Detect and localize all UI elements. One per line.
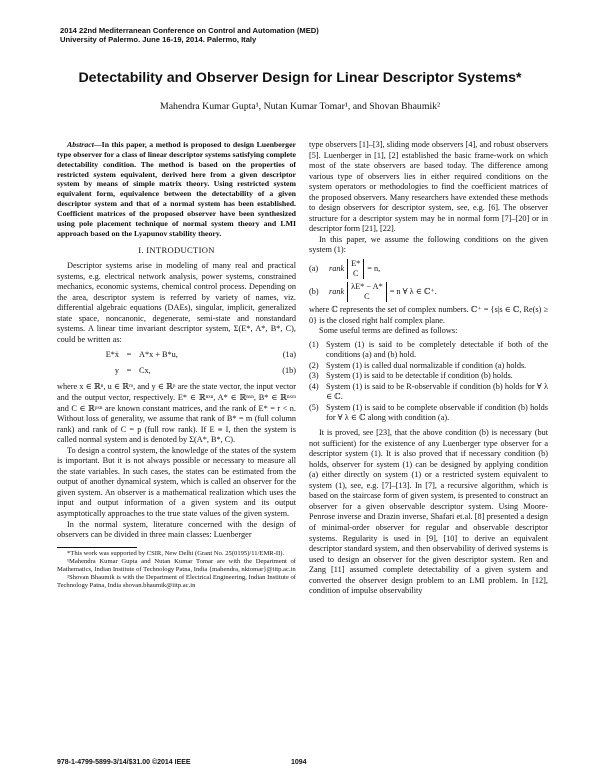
equation-rhs: Cx,	[139, 365, 151, 375]
equation-tag: (1a)	[282, 350, 296, 360]
equation-relation: =	[126, 350, 132, 360]
body-paragraph-4: Some useful terms are defined as follows:	[319, 326, 458, 336]
footnotes	[57, 550, 296, 590]
footer-isbn: 978-1-4799-5899-3/14/$31.00 ©2014 IEEE	[57, 759, 191, 766]
list-text: System (1) is said to be R-observable if condition (b) holds for ∀ λ ∈ ℂ.	[326, 381, 548, 402]
list-text: System (1) is said to be detectable if condition (b) holds.	[326, 371, 513, 381]
intro-paragraph-4: In the normal system, literature concerned with the design of observers can be divided in three main classes: Luenberger	[57, 519, 296, 540]
list-text: System (1) is called dual normalizable if condition (a) holds.	[326, 360, 527, 370]
footnote-rule	[57, 547, 137, 548]
conference-header	[60, 26, 540, 44]
list-item	[309, 382, 548, 403]
footnote-affiliation-1: ¹Mahendra Kumar Gupta and Nutan Kumar Tomar are with the Department of Mathematics, Indian Institute of Technology Patna, India {mahendra, nktomar}@iitp.ac.in	[57, 557, 296, 573]
condition-rhs: = n,	[367, 263, 381, 273]
section-heading-introduction: I. INTRODUCTION	[138, 245, 215, 256]
abstract-text: In this paper, a method is proposed to design Luenberger type observer for a class of linear descriptor systems satisfying complete detectability condition. The method is based on the properties of restricted system equivalent, derived here from a given descriptor system by means of simple matrix theory. Using restricted system equivalent form, equivalence between the detectability of a given descriptor system and that of a normal system has been established. Coefficient matrices of the proposed observer have been synthesized using pole placement technique of normal system theory and LMI approach based on the Lyapunov stability theory.	[57, 140, 296, 238]
intro-paragraph-3: To design a control system, the knowledge of the states of the system is important. But it is not always possible or necessary to measure all the state variables. In such cases, the states can be estimated from the output of another dynamical system, which is called an observer for the given system. An observer is a mathematical realization which uses the input and output information of a given system and its output asymptotically approaches to the true state values of the given system.	[57, 445, 296, 519]
body-paragraph-3: where ℂ represents the set of complex numbers. ℂ⁺ = {s|s ∈ ℂ, Re(s) ≥ 0} is the closed right half complex plane.	[309, 305, 548, 325]
matrix	[347, 259, 364, 279]
rank-operator: rank	[329, 263, 345, 273]
definition-list	[309, 340, 548, 424]
author-list: Mahendra Kumar Gupta¹, Nutan Kumar Tomar¹, and Shovan Bhaumik²	[159, 101, 441, 112]
matrix-bottom: C	[352, 269, 359, 279]
abstract-label: Abstract—	[67, 140, 102, 149]
footnote-affiliation-2: ²Shovan Bhaumik is with the Department of Electrical Engineering, Indian Institute of Technology Patna, India shovan.bhaumik@iitp.ac.in	[57, 573, 296, 590]
list-number: (2)	[309, 360, 319, 370]
body-paragraph-5: It is proved, see [23], that the above condition (b) is necessary (but not sufficient) for the existence of any Luenberger type observer for a descriptor system (1). It is also proved that if necessary condition (b) holds, observer for system (1) can be designed by applying condition (a) either directly on system (1) or a restricted system equivalent to system (1), see, e.g. [7]–[13]. In [7], a recursive algorithm, which is based on the staircase form of given system, is presented to construct an observer for a given observable descriptor system. Using Moore-Penrose inverse and Drazin inverse, Shafari et.al. [8] presented a design of minimal-order observer for regular and observable descriptor systems. Regularity is used in [9], [10] to derive an equivalent descriptor standard system, and then observability of derived systems is used to design an observer for the given descriptor system. Ren and Zang [11] assumed complete detectability of a given system and converted the observer design problem to an LMI problem. In [12], condition of impulse observability	[309, 428, 548, 596]
matrix-top: λE* − A*	[351, 282, 383, 292]
list-item	[309, 340, 548, 361]
condition-label: (b)	[309, 286, 319, 296]
matrix-bottom: C	[364, 292, 370, 302]
equation-relation: =	[126, 365, 132, 375]
right-column	[309, 140, 548, 597]
list-item	[309, 403, 548, 424]
list-number: (1)	[309, 339, 319, 349]
list-number: (3)	[309, 371, 319, 381]
intro-paragraph-1: Descriptor systems arise in modeling of many real and practical systems, e.g. electrical network analysis, power systems, constrained mechanics, economic systems, chemical control process. Depending on the area, descriptor system is referred by variety of names, viz. differential algebraic equations (DAEs), singular, implicit, generalized state space, noncanonic, degenerate, semi-state and nonstandard systems. A linear time invariant descriptor system, Σ(E*, A*, B*, C), could be written as:	[57, 260, 296, 344]
list-item	[309, 371, 548, 382]
left-column	[57, 140, 296, 590]
list-number: (4)	[309, 381, 319, 391]
equation-1b	[57, 366, 296, 377]
equation-rhs: A*x + B*u,	[139, 350, 178, 360]
condition-label: (a)	[309, 263, 319, 273]
conference-name: 2014 22nd Mediterranean Conference on Control and Automation (MED)	[60, 26, 319, 35]
list-text: System (1) is said to be complete observable if condition (b) holds for ∀ λ ∈ ℂ along with condition (a).	[326, 402, 548, 423]
condition-a	[309, 259, 548, 279]
intro-paragraph-2: where x ∈ ℝⁿ, u ∈ ℝᵐ, and y ∈ ℝᵖ are the state vector, the input vector and the output vector, respectively. E* ∈ ℝⁿˣⁿ, A* ∈ ℝⁿˣⁿ, B* ∈ ℝⁿˣᵐ and C ∈ ℝᵖˣⁿ are known constant matrices, and the rank of E* = r < n. Without loss of generality, we assume that rank of B* = m (full column rank) and rank of C = p (full row rank). If E ≡ I, then the system is called normal system and is denoted by Σ(A*, B*, C).	[57, 382, 296, 445]
list-number: (5)	[309, 402, 319, 412]
equation-lhs: y	[114, 365, 119, 375]
condition-b	[309, 282, 548, 302]
list-text: System (1) is said to be completely detectable if both of the conditions (a) and (b) hold.	[326, 339, 548, 360]
equation-tag: (1b)	[282, 365, 296, 375]
conference-venue: University of Palermo. June 16-19, 2014. Palermo, Italy	[60, 35, 257, 44]
abstract	[57, 140, 296, 238]
equation-lhs: E*ẋ	[105, 350, 119, 360]
paper-title: Detectability and Observer Design for Linear Descriptor Systems*	[78, 70, 522, 86]
equation-1a	[57, 350, 296, 361]
page-number: 1094	[291, 759, 307, 766]
matrix	[347, 282, 387, 302]
footnote-funding: *This work was supported by CSIR, New Delhi (Grant No. 25(0195)/11/EMR-II).	[67, 549, 285, 557]
condition-rhs: = n ∀ λ ∈ ℂ⁺.	[389, 286, 437, 296]
equation-block	[57, 350, 296, 376]
rank-operator: rank	[329, 286, 345, 296]
body-paragraph-1: type observers [1]–[3], sliding mode observers [4], and robust observers [5]. Luenberger in [1], [2] established the basic frame-work on which most of the state observers are based today. The difference among various type of observers lies in either required conditions on the system operators or methodologies to find the coefficient matrices of the proposed observers. Many researchers have extended these methods to design observers for descriptor system, see, e.g. [6]. The observer structure for a descriptor system may be in normal form [7]–[20] or in descriptor form [21], [22].	[309, 140, 548, 234]
matrix-top: E*	[351, 259, 361, 269]
list-item	[309, 361, 548, 372]
body-paragraph-2: In this paper, we assume the following conditions on the given system (1):	[309, 234, 548, 255]
